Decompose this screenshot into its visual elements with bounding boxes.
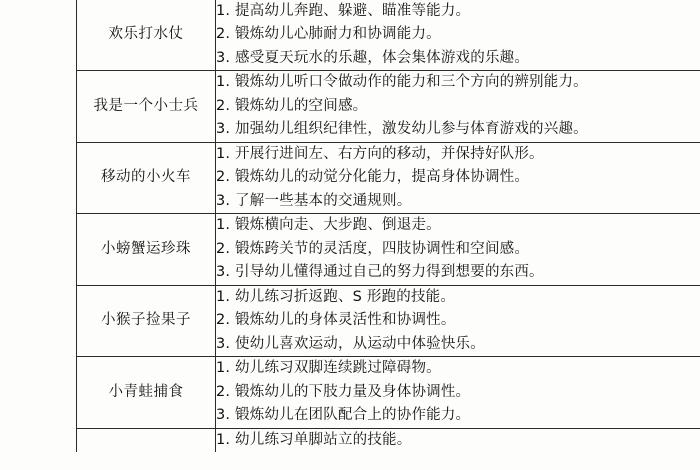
activity-goals-cell	[216, 0, 700, 71]
goal-item: 1. 提高幼儿奔跑、躲避、瞄准等能力。	[216, 3, 471, 19]
activity-name-cell	[77, 285, 216, 356]
goal-list	[216, 214, 700, 284]
goal-item: 2. 锻炼幼儿的动觉分化能力，提高身体协调性。	[216, 169, 530, 186]
activity-goals-cell	[216, 142, 700, 213]
activity-goals-cell	[216, 71, 700, 142]
table-row	[77, 428, 700, 452]
activity-name: 我是一个小士兵	[93, 97, 199, 114]
goal-item: 2. 锻炼幼儿的身体灵活性和协调性。	[216, 312, 456, 329]
goal-item: 3. 引导幼儿懂得通过自己的努力得到想要的东西。	[216, 264, 544, 281]
goal-item: 1. 锻炼横向走、大步跑、倒退走。	[216, 217, 441, 234]
activity-name: 移动的小火车	[101, 169, 191, 186]
goal-item: 1. 幼儿练习双脚连续跳过障碍物。	[216, 360, 441, 377]
activity-goals-cell	[216, 428, 700, 452]
goal-item: 3. 使幼儿喜欢运动，从运动中体验快乐。	[216, 335, 485, 352]
activity-name-cell	[77, 214, 216, 285]
table-row	[77, 285, 700, 356]
table-row	[77, 142, 700, 213]
goal-list	[216, 357, 700, 427]
activity-name: 小青蛙捕食	[108, 383, 184, 400]
goal-item: 3. 加强幼儿组织纪律性，激发幼儿参与体育游戏的兴趣。	[216, 121, 588, 138]
table-body	[77, 0, 700, 452]
goal-item: 3. 了解一些基本的交通规则。	[216, 192, 412, 209]
activity-name-cell	[77, 0, 216, 71]
activity-name: 小猴子捡果子	[101, 312, 191, 329]
goal-item: 1. 幼儿练习折返跑、S 形跑的技能。	[216, 288, 456, 305]
activity-goals-cell	[216, 285, 700, 356]
goal-item: 2. 锻炼幼儿的下肢力量及身体协调性。	[216, 383, 471, 400]
activity-name-cell	[77, 357, 216, 428]
table-row	[77, 71, 700, 142]
activity-name-cell	[77, 142, 216, 213]
table-row	[77, 357, 700, 428]
activity-table	[76, 0, 700, 452]
goal-list	[216, 143, 700, 213]
activity-name: 小螃蟹运珍珠	[101, 240, 191, 257]
goal-item: 2. 锻炼跨关节的灵活度，四肢协调性和空间感。	[216, 240, 530, 257]
goal-list	[216, 429, 700, 452]
goal-item: 1. 幼儿练习单脚站立的技能。	[216, 431, 412, 448]
table-row	[77, 0, 700, 71]
goal-item: 3. 感受夏天玩水的乐趣，体会集体游戏的乐趣。	[216, 49, 530, 66]
goal-list	[216, 0, 700, 70]
goal-item: 1. 锻炼幼儿听口令做动作的能力和三个方向的辨别能力。	[216, 74, 588, 91]
goal-list	[216, 71, 700, 141]
activity-name: 欢乐打水仗	[108, 26, 184, 43]
activity-name-cell	[77, 428, 216, 452]
goal-item: 3. 锻炼幼儿在团队配合上的协作能力。	[216, 407, 471, 424]
table-row	[77, 214, 700, 285]
goal-list	[216, 286, 700, 356]
activity-name-cell	[77, 71, 216, 142]
activity-goals-cell	[216, 214, 700, 285]
activity-goals-cell	[216, 357, 700, 428]
goal-item: 1. 开展行进间左、右方向的移动，并保持好队形。	[216, 145, 544, 162]
goal-item: 2. 锻炼幼儿心肺耐力和协调能力。	[216, 26, 441, 43]
goal-item: 2. 锻炼幼儿的空间感。	[216, 97, 368, 114]
